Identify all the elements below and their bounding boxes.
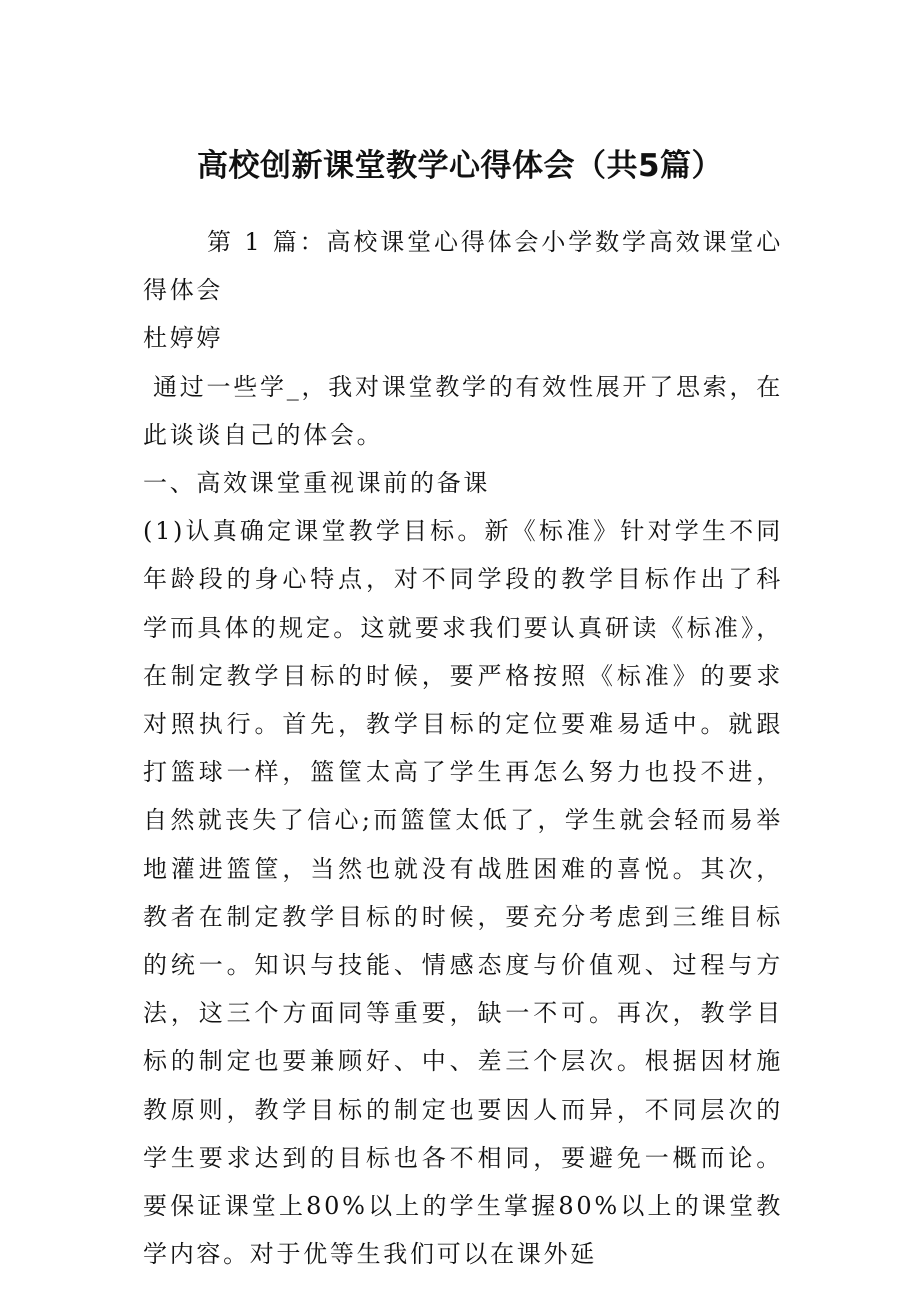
document-title: 高校创新课堂教学心得体会（共5篇） (196, 148, 724, 184)
point-one-heading: 一、高效课堂重视课前的备课 (143, 469, 491, 498)
document-body (143, 218, 783, 1278)
intro-paragraph: 通过一些学_，我对课堂教学的有效性展开了思索，在此谈谈自己的体会。 (143, 372, 783, 449)
author-name: 杜婷婷 (143, 324, 224, 353)
body-paragraph: (1)认真确定课堂教学目标。新《标准》针对学生不同年龄段的身心特点，对不同学段的教学目标作出了科学而具体的规定。这就要求我们要认真研读《标准》，在制定教学目标的时候，要严格按照《标准》的要求对照执行。首先，教学目标的定位要难易适中。就跟打篮球一样，篮筐太高了学生再怎么努力也投不进，自然就丧失了信心;而篮筐太低了，学生就会轻而易举地灌进篮筐，当然也就没有战胜困难的喜悦。其次，教者在制定教学目标的时候，要充分考虑到三维目标的统一。知识与技能、情感态度与价值观、过程与方法，这三个方面同等重要，缺一不可。再次，教学目标的制定也要兼顾好、中、差三个层次。根据因材施教原则，教学目标的制定也要因人而异，不同层次的学生要求达到的目标也各不相同，要避免一概而论。要保证课堂上80%以上的学生掌握80%以上的课堂教学内容。对于优等生我们可以在课外延 (143, 517, 783, 1269)
section-heading: 第 1 篇：高校课堂心得体会小学数学高效课堂心得体会 (143, 228, 783, 305)
